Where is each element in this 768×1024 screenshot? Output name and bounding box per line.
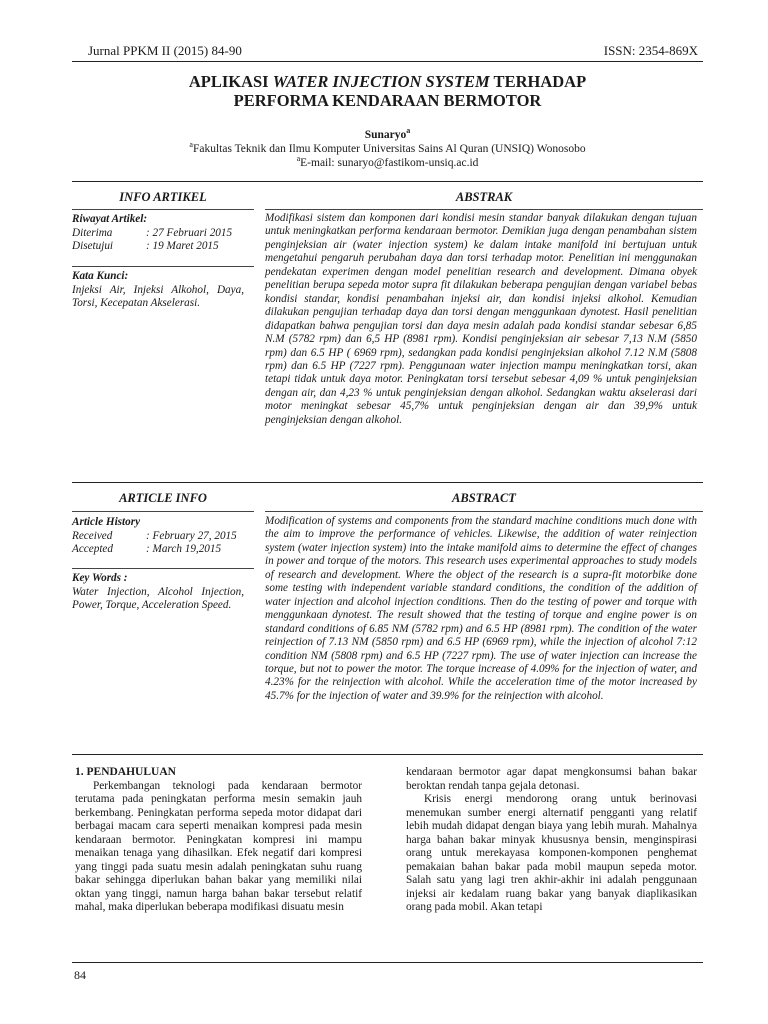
key-words [72, 572, 244, 613]
history-row: Diterima : 27 Februari 2015 [72, 226, 233, 239]
section-rule-top-en [72, 482, 703, 483]
abstract-rule [265, 209, 703, 210]
info-rule-en [72, 511, 254, 512]
title-line-1: APLIKASI WATER INJECTION SYSTEM TERHADAP [188, 72, 587, 91]
info-rule [72, 209, 254, 210]
history-row: Disetujui : 19 Maret 2015 [72, 240, 219, 253]
left-column [75, 766, 362, 915]
paragraph: kendaraan bermotor agar dapat mengkonsumsi bahan bakar beroktan rendah tanpa gejala detonasi. [406, 766, 697, 792]
info-artikel-heading: INFO ARTIKEL [119, 190, 207, 204]
keywords-rule [72, 266, 254, 267]
kata-kunci [72, 270, 244, 311]
history-row: Received : February 27, 2015 [72, 529, 237, 542]
author: Sunaryo$^a$ [364, 126, 411, 141]
issn-header: ISSN: 2354-869X [603, 43, 698, 58]
article-info-heading: ARTICLE INFO [119, 491, 207, 505]
journal-header: Jurnal PPKM II (2015) 84-90 [88, 43, 242, 58]
page-number: 84 [74, 968, 86, 982]
history-label: Riwayat Artikel: [72, 213, 148, 225]
keywords-text: Injeksi Air, Injeksi Alkohol, Daya, Torsi, Kecepatan Akselerasi. [72, 283, 244, 310]
abstract-text: Modification of systems and components from the standard machine conditions much done with the aim to improve the performance of vehicles. Likewise, the addition of water reinjection system (water injection system) into the intake manifold aims to determine the effect of changes in power and torque of the motors. This research uses experimental approaches to study models of research and development. Where the object of the research is a supra-fit motorbike done some testing with independent variable standard conditions, the condition of the addition of water injection and alcohol injection conditions. Then do the testing of power and torque with menggunkaan dynotest. The result showed that the testing of torque and engine power is on standard conditions of 6.85 NM (5782 rpm) and 6.5 HP (8981 rpm). The condition of the water reinjection of 7.13 NM (5850 rpm) and 6.5 HP (6969 rpm), while the injection of alcohol 7:12 condition NM (5808 rpm) and 6.5 HP (7227 rpm). The use of water injection can increase the torque, but not to power the motor. The torque increase of 4.09% for the injection of water, and 4.23% for the reinjection with alcohol. While the acceleration time of the motor increased by 45.7% for the injection of water and 39.9% for the reinjection with alcohol. [265, 515, 697, 702]
paragraph: Perkembangan teknologi pada kendaraan bermotor terutama pada peningkatan performa mesin semakin jauh berkembang. Peningkatan performa sepeda motor didapat dari berbagai macam cara seperti menaikan kompresi pada mesin kendaraan bermotor. Peningkatan kompresi ini mampu menaikan tenaga yang dihasilkan. Efek negatif dari kompresi yang tinggi pada suatu mesin adalah peningkatan suhu ruang bakar sehingga diperlukan bahan bakar yang memiliki nilai oktan yang tinggi, namun harga bahan bakar tersebut relatif mahal, maka diperlukan beberapa modifikasi disuatu mesin [75, 779, 362, 913]
section-rule-top [72, 181, 703, 182]
abstrak-heading: ABSTRAK [455, 190, 513, 204]
email: $^a$E-mail: sunaryo@fastikom-unsiq.ac.id [296, 154, 479, 169]
footer-rule [72, 962, 703, 963]
abstract-heading: ABSTRACT [452, 491, 516, 505]
keywords-label: Kata Kunci: [72, 270, 129, 282]
paragraph: Krisis energi mendorong orang untuk berinovasi menemukan sumber energi alternatif pengganti yang relatif lebih mudah didapat dengan biaya yang lebih murah. Mahalnya harga bahan bakar minyak khususnya bensin, menginspirasi orang untuk merekayasa komponen-komponen penghemat pemakaian bahan bakar pada mobil maupun sepeda motor. Salah satu yang lagi tren akhir-akhir ini adalah penggunaan injeksi air kedalam ruang bakar yang banyak diaplikasikan orang pada mobil. Akan tetapi [406, 793, 697, 913]
abstract-rule-en [265, 511, 703, 512]
paper-title [72, 72, 703, 110]
abstrak-text: Modifikasi sistem dan komponen dari kondisi mesin standar banyak dilakukan dengan tujuan untuk meningkatkan performa kendaraan bermotor. Demikian juga dengan penambahan sistem penginjeksian air (water injection system) ke dalam intake manifold ini bertujuan untuk mengetahui pengaruh perubahan daya dan torsi terhadap motor. Penelitian ini menggunakan pendekatan experimen dengan model penelitian research and development. Dimana obyek penelitian berupa sepeda motor supra fit dilakukan beberapa pengujian dengan variabel bebas kondisi standar, kondisi penambahan injeksi air, dan kondisi injeksi alkohol. Kemudian dilakukan pengujian terhadap daya dan torsi dengan menggunkaan dynotest. Hasil penelitian didapatkan bahwa pengujian torsi dan daya mesin adalah pada kondisi standar sebesar 6,85 N.M (5782 rpm) dan 6,5 HP (8981 rpm). Kondisi penginjeksian air sebesar 7,13 N.M (5850 rpm) dan 6.5 HP ( 6969 rpm), sedangkan pada kondisi penginjeksian alkohol 7.12 N.M (5808 rpm) dan 6.5 HP (7227 rpm). Penggunaan water injection mampu meningkatkan torsi, akan tetapi tidak untuk daya motor. Peningkatan torsi tersebut sebesar 4,09 % untuk penginjeksian dengan air, dan 4,23 % untuk penginjeksian dengan alkohol. Sedangkan waktu akselerasi dari motor meningkat sebesar 45,7% untuk penginjeksian dengan air dan 39,9% untuk penginjeksian dengan alkohol. [265, 212, 697, 426]
right-column [406, 766, 697, 915]
keywords-label-en: Key Words : [72, 572, 128, 584]
header-rule [72, 61, 703, 62]
history-label-en: Article History [72, 516, 141, 528]
affiliation: $^a$Fakultas Teknik dan Ilmu Komputer Universitas Sains Al Quran (UNSIQ) Wonosobo [189, 140, 586, 155]
article-history [72, 516, 248, 557]
keywords-text-en: Water Injection, Alcohol Injection, Power, Torque, Acceleration Speed. [72, 585, 244, 612]
section-rule-bottom [72, 754, 703, 755]
keywords-rule-en [72, 568, 254, 569]
section-heading: 1. PENDAHULUAN [75, 766, 176, 778]
history-row: Accepted : March 19,2015 [72, 543, 222, 556]
riwayat-artikel [72, 213, 248, 254]
title-line-2: PERFORMA KENDARAAN BERMOTOR [233, 91, 542, 110]
